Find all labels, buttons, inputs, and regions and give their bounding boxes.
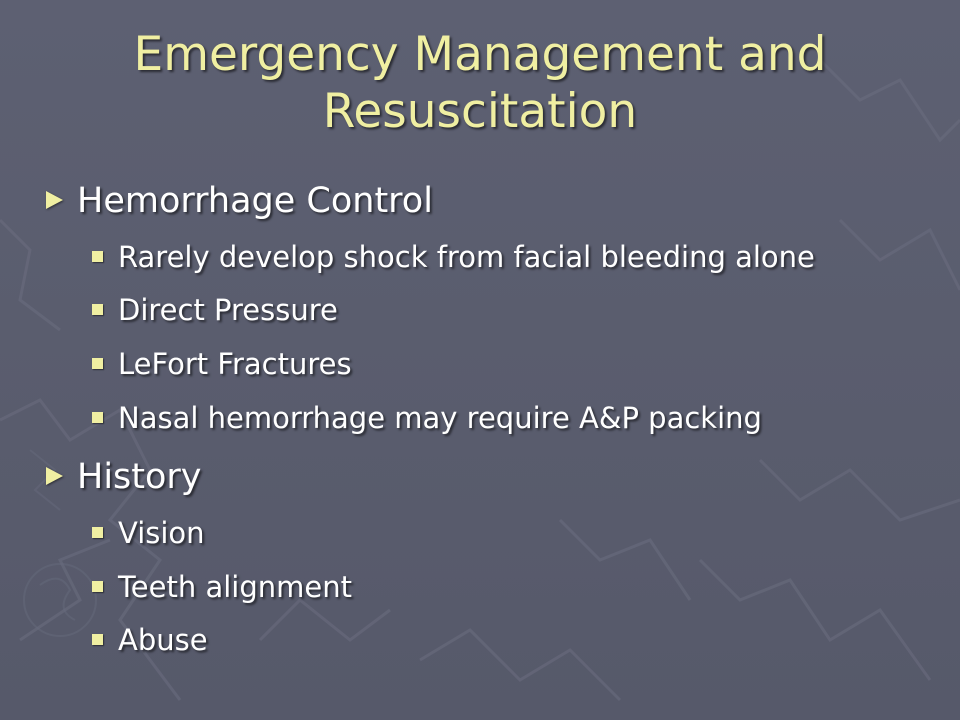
list-item: [92, 515, 205, 551]
list-item-text: Rarely develop shock from facial bleeding alone: [118, 240, 815, 274]
square-bullet-icon: [92, 527, 103, 538]
list-item-text: LeFort Fractures: [118, 347, 352, 381]
section-heading: History: [77, 457, 202, 497]
list-item: [92, 292, 338, 328]
list-item-text: Direct Pressure: [118, 293, 338, 327]
triangle-arrow-icon: [46, 467, 63, 485]
list-item: [92, 400, 762, 436]
section-history: [46, 456, 202, 498]
square-bullet-icon: [92, 581, 103, 592]
list-item: [92, 569, 352, 605]
square-bullet-icon: [92, 251, 103, 262]
list-item-text: Vision: [118, 516, 205, 550]
list-item-text: Nasal hemorrhage may require A&P packing: [118, 401, 762, 435]
slide-title: [60, 26, 900, 140]
square-bullet-icon: [92, 634, 103, 645]
list-item-text: Teeth alignment: [118, 570, 352, 604]
list-item-text: Abuse: [118, 623, 208, 657]
square-bullet-icon: [92, 358, 103, 369]
slide-title-line-1: Emergency Management and: [133, 27, 827, 82]
list-item: [92, 239, 815, 275]
square-bullet-icon: [92, 412, 103, 423]
slide-title-line-2: Resuscitation: [322, 84, 638, 139]
square-bullet-icon: [92, 304, 103, 315]
section-heading: Hemorrhage Control: [77, 181, 433, 221]
section-hemorrhage-control: [46, 180, 433, 222]
triangle-arrow-icon: [46, 191, 63, 209]
list-item: [92, 346, 352, 382]
list-item: [92, 622, 208, 658]
